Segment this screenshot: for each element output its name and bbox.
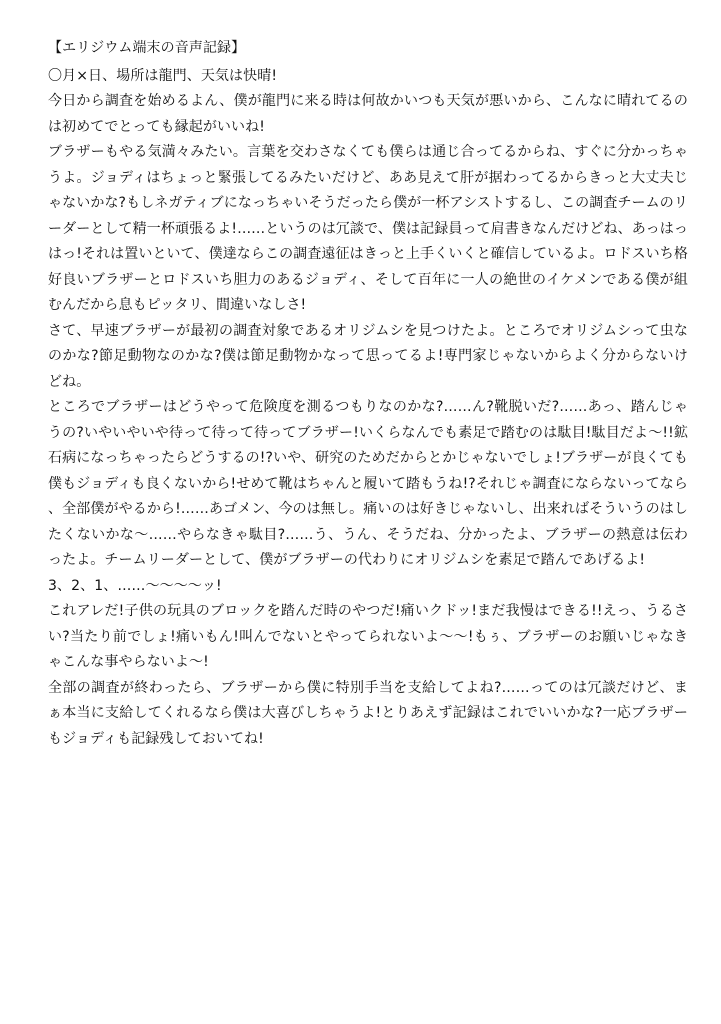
paragraph-team: ブラザーもやる気満々みたい。言葉を交わさなくても僕らは通じ合ってるからね、すぐに分かっちゃうよ。ジョディはちょっと緊張してるみたいだけど、ああ見えて肝が据わってるからきっと大丈夫じゃないかな?もしネガティブになっちゃいそうだったら僕が一杯アシストするし、この調査チームのリーダーとして精一杯頑張るよ!……というのは冗談で、僕は記録員って肩書きなんだけどね、あっはっはっ!それは置いといて、僕達ならこの調査遠征はきっと上手くいくと確信しているよ。ロドスいち格好良いブラザーとロドスいち胆力のあるジョディ、そして百年に一人の絶世のイケメンである僕が組むんだから息もピッタリ、間違いなしさ! <box>48 144 688 313</box>
document-title: 【エリジウム端末の音声記録】 <box>48 40 246 56</box>
paragraph-originium-slug: さて、早速ブラザーが最初の調査対象であるオリジムシを見つけたよ。ところでオリジムシって虫なのかな?節足動物なのかな?僕は節足動物かなって思ってるよ!専門家じゃないからよく分からないけどね。 <box>48 322 688 390</box>
paragraph-date-location: 〇月×日、場所は龍門、天気は快晴! <box>48 67 278 84</box>
document-page <box>48 36 688 752</box>
paragraph-barefoot: ところでブラザーはどうやって危険度を測るつもりなのかな?……ん?靴脱いだ?……あっ、踏んじゃうの?いやいやいや待って待って待ってブラザー!いくらなんでも素足で踏むのは駄目!駄目だよ～!!鉱石病になっちゃったらどうするの!?いや、研究のためだからとかじゃないでしょ!ブラザーが良くても僕もジョディも良くないから!せめて靴はちゃんと履いて踏もうね!?それじゃ調査にならないってなら、全部僕がやるから!……あゴメン、今のは無し。痛いのは好きじゃないし、出来ればそういうのはしたくないかな～……やらなきゃ駄目?……う、うん、そうだね、分かったよ、ブラザーの熱意は伝わったよ。チームリーダーとして、僕がブラザーの代わりにオリジムシを素足で踏んであげるよ! <box>48 399 688 568</box>
paragraph-closing: 全部の調査が終わったら、ブラザーから僕に特別手当を支給してよね?……ってのは冗談だけど、まぁ本当に支給してくれるなら僕は大喜びしちゃうよ!とりあえず記録はこれでいいかな?一応ブラザーもジョディも記録残しておいてね! <box>48 679 688 747</box>
paragraph-pain: これアレだ!子供の玩具のブロックを踏んだ時のやつだ!痛いクドッ!まだ我慢はできる!!えっ、うるさい?当たり前でしょ!痛いもん!叫んでないとやってられないよ～～!もぅ、ブラザーのお願いじゃなきゃこんな事やらないよ～! <box>48 603 688 670</box>
paragraph-countdown: 3、2、1、……～～～～ッ! <box>48 577 222 594</box>
paragraph-intro: 今日から調査を始めるよん、僕が龍門に来る時は何故かいつも天気が悪いから、こんなに晴れてるのは初めてでとっても縁起がいいね! <box>48 93 688 135</box>
